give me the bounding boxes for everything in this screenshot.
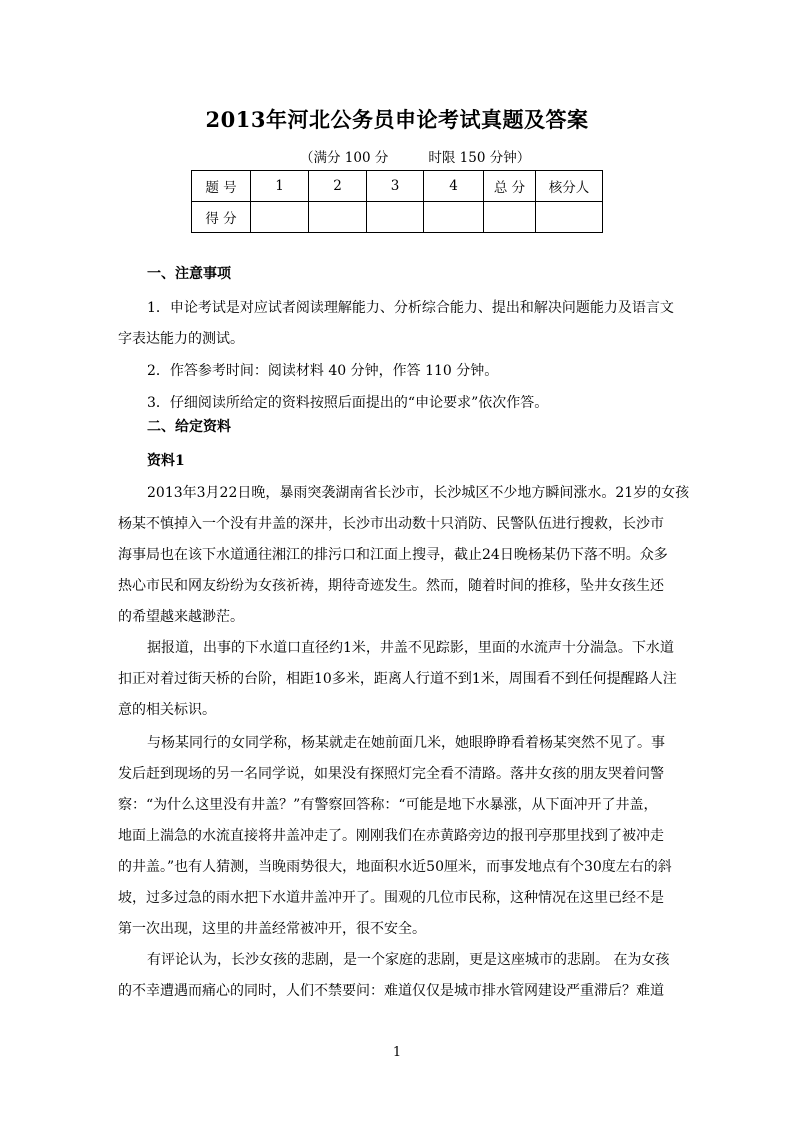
material-paragraph: [118, 945, 670, 1007]
score-table-header-cell: 题 号: [192, 171, 251, 202]
paragraph-line: 的不幸遭遇而痛心的同时，人们不禁要问：难道仅仅是城市排水管网建设严重滞后？难道: [118, 983, 664, 999]
notes-item-2: 2．作答参考时间：阅读材料 40 分钟，作答 110 分钟。: [147, 363, 499, 379]
paragraph-line: 发后赶到现场的另一名同学说，如果没有探照灯完全看不清路。落井女孩的朋友哭着问警: [118, 766, 664, 782]
paragraph-line: 坡，过多过急的雨水把下水道井盖冲开了。围观的几位市民称，这种情况在这里已经不是: [118, 890, 664, 906]
score-table-score-row: [192, 202, 603, 233]
paragraph-line: 意的相关标识。: [118, 702, 216, 718]
paragraph-line: 的希望越来越渺茫。: [118, 609, 244, 625]
page-number: 1: [392, 1045, 402, 1060]
notes-line: 字表达能力的测试。: [118, 331, 244, 347]
score-row-label: 得 分: [192, 202, 251, 233]
section-heading-materials: 二、给定资料: [147, 419, 231, 435]
document-title: 2013年河北公务员申论考试真题及答案: [205, 107, 589, 132]
score-cell: [536, 202, 603, 233]
material-paragraph: [118, 728, 672, 945]
score-cell: [424, 202, 484, 233]
score-cell: [484, 202, 536, 233]
paragraph-line: 2013年3月22日晚，暴雨突袭湖南省长沙市，长沙城区不少地方瞬间涨水。21岁的女孩: [147, 485, 690, 501]
score-table-header-row: [192, 171, 603, 202]
exam-info: [300, 146, 530, 166]
score-info: （满分 100 分: [300, 150, 389, 166]
paragraph-line: 热心市民和网友纷纷为女孩祈祷，期待奇迹发生。然而，随着时间的推移，坠井女孩生还: [118, 578, 664, 594]
paragraph-line: 地面上湍急的水流直接将井盖冲走了。刚刚我们在赤黄路旁边的报刊亭那里找到了被冲走: [118, 828, 664, 844]
score-cell: [309, 202, 367, 233]
paragraph-line: 据报道，出事的下水道口直径约1米，井盖不见踪影，里面的水流声十分湍急。下水道: [147, 640, 674, 656]
score-table-header-cell: 3: [367, 171, 424, 202]
paragraph-line: 的井盖。”也有人猜测，当晚雨势很大，地面积水近50厘米，而事发地点有个30度左右的斜: [118, 859, 672, 875]
paragraph-line: 与杨某同行的女同学称，杨某就走在她前面几米，她眼睁睁看着杨某突然不见了。事: [147, 735, 665, 751]
paragraph-line: 察：“为什么这里没有井盖？”有警察回答称：“可能是地下水暴涨，从下面冲开了井盖，: [118, 797, 658, 813]
score-table-header-cell: 4: [424, 171, 484, 202]
paragraph-line: 海事局也在该下水道通往湘江的排污口和江面上搜寻，截止24日晚杨某仍下落不明。众多: [118, 547, 668, 563]
material-title: 资料1: [147, 453, 185, 469]
paragraph-line: 杨某不慎掉入一个没有井盖的深井，长沙市出动数十只消防、民警队伍进行搜救，长沙市: [118, 516, 664, 532]
paragraph-line: 有评论认为，长沙女孩的悲剧，是一个家庭的悲剧，更是这座城市的悲剧。 在为女孩: [147, 952, 670, 968]
score-table-header-cell: 核分人: [536, 171, 603, 202]
material-paragraph: [118, 478, 690, 633]
paragraph-line: 扣正对着过街天桥的台阶，相距10多米，距离人行道不到1米，周围看不到任何提醒路人注: [118, 671, 677, 687]
section-heading-notes: 一、注意事项: [147, 266, 231, 282]
score-cell: [367, 202, 424, 233]
material-paragraph: [118, 633, 677, 726]
notes-item-3: 3．仔细阅读所给定的资料按照后面提出的“申论要求”依次作答。: [147, 395, 549, 411]
score-table-header-cell: 总 分: [484, 171, 536, 202]
notes-line: 1．申论考试是对应试者阅读理解能力、分析综合能力、提出和解决问题能力及语言文: [147, 300, 674, 316]
score-table-header-cell: 1: [251, 171, 309, 202]
time-info: 时限 150 分钟）: [428, 150, 531, 166]
notes-item-1: [118, 293, 674, 355]
score-cell: [251, 202, 309, 233]
score-table-header-cell: 2: [309, 171, 367, 202]
paragraph-line: 第一次出现，这里的井盖经常被冲开，很不安全。: [118, 921, 426, 937]
score-table: [191, 170, 603, 233]
